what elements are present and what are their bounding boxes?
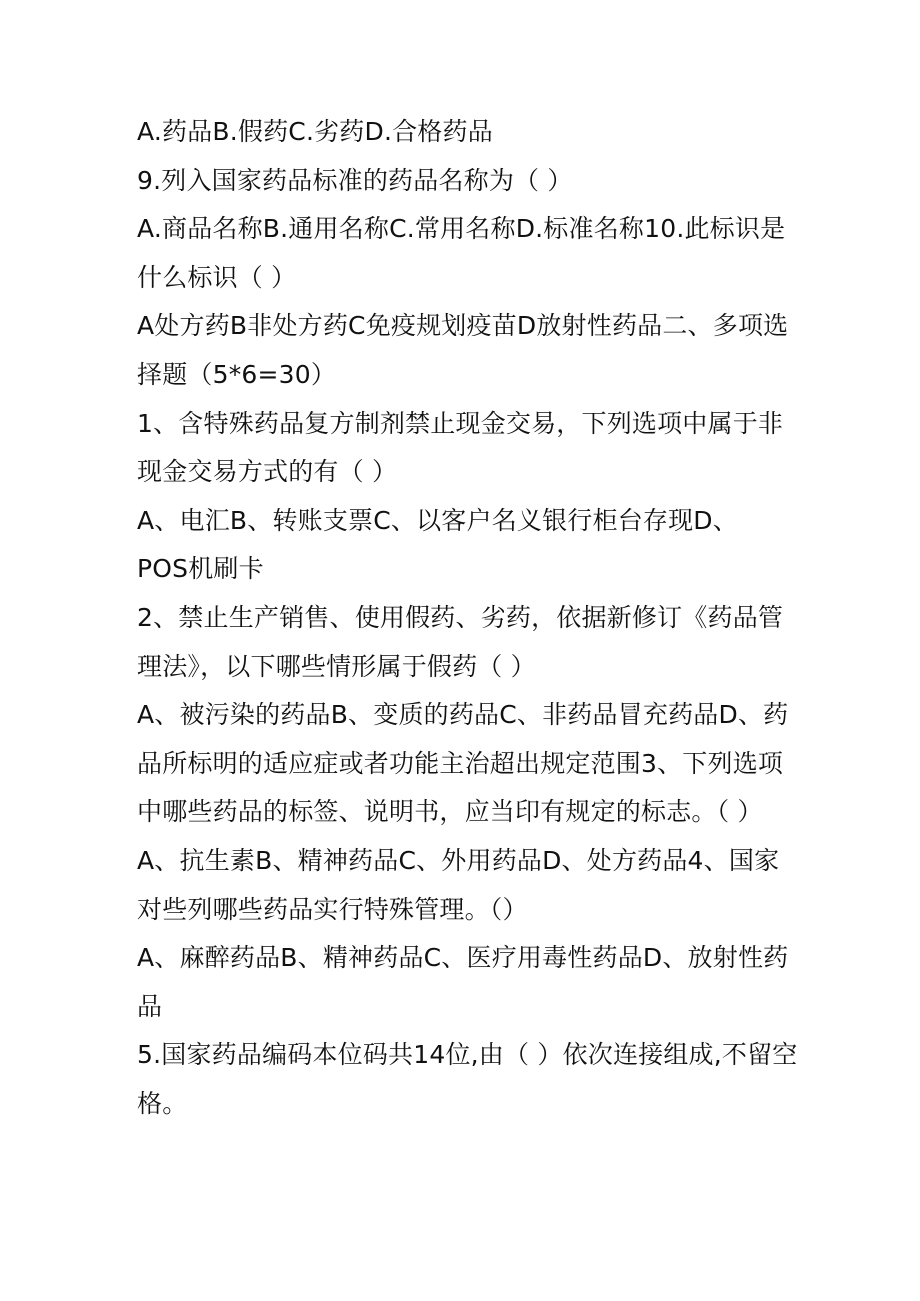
text-line: A处方药B非处方药C免疫规划疫苗D放射性药品二、多项选 (137, 311, 789, 341)
text-line: 5.国家药品编码本位码共14位,由（ ）依次连接组成,不留空 (137, 1040, 798, 1070)
document-body (137, 108, 798, 1128)
text-line: 理法》，以下哪些情形属于假药（ ） (137, 651, 536, 681)
text-line: A、麻醉药品B、精神药品C、医疗用毒性药品D、放射性药 (137, 943, 789, 973)
text-line: 2、禁止生产销售、使用假药、劣药，依据新修订《药品管 (137, 602, 784, 632)
text-line: 择题（5*6=30） (137, 359, 337, 389)
text-line: 对些列哪些药品实行特殊管理。（） (137, 894, 528, 924)
text-line: A、被污染的药品B、变质的药品C、非药品冒充药品D、药 (137, 700, 789, 730)
text-line: A.商品名称B.通用名称C.常用名称D.标准名称10.此标识是 (137, 214, 786, 244)
text-line: A、抗生素B、精神药品C、外用药品D、处方药品4、国家 (137, 845, 780, 875)
text-line: POS机刷卡 (137, 554, 264, 584)
text-line: 品所标明的适应症或者功能主治超出规定范围3、下列选项 (137, 748, 784, 778)
text-line: 格。 (137, 1088, 188, 1118)
text-line: 现金交易方式的有（ ） (137, 457, 398, 487)
text-line: A.药品B.假药C.劣药D.合格药品 (137, 117, 493, 146)
text-line: 品 (137, 991, 163, 1021)
text-line: 中哪些药品的标签、说明书，应当印有规定的标志。（ ） (137, 797, 763, 827)
text-line: 9.列入国家药品标准的药品名称为（ ） (137, 165, 573, 195)
text-line: A、电汇B、转账支票C、以客户名义银行柜台存现D、 (137, 505, 738, 535)
text-line: 1、含特殊药品复方制剂禁止现金交易，下列选项中属于非 (137, 408, 784, 438)
text-line: 什么标识（ ） (137, 262, 297, 292)
